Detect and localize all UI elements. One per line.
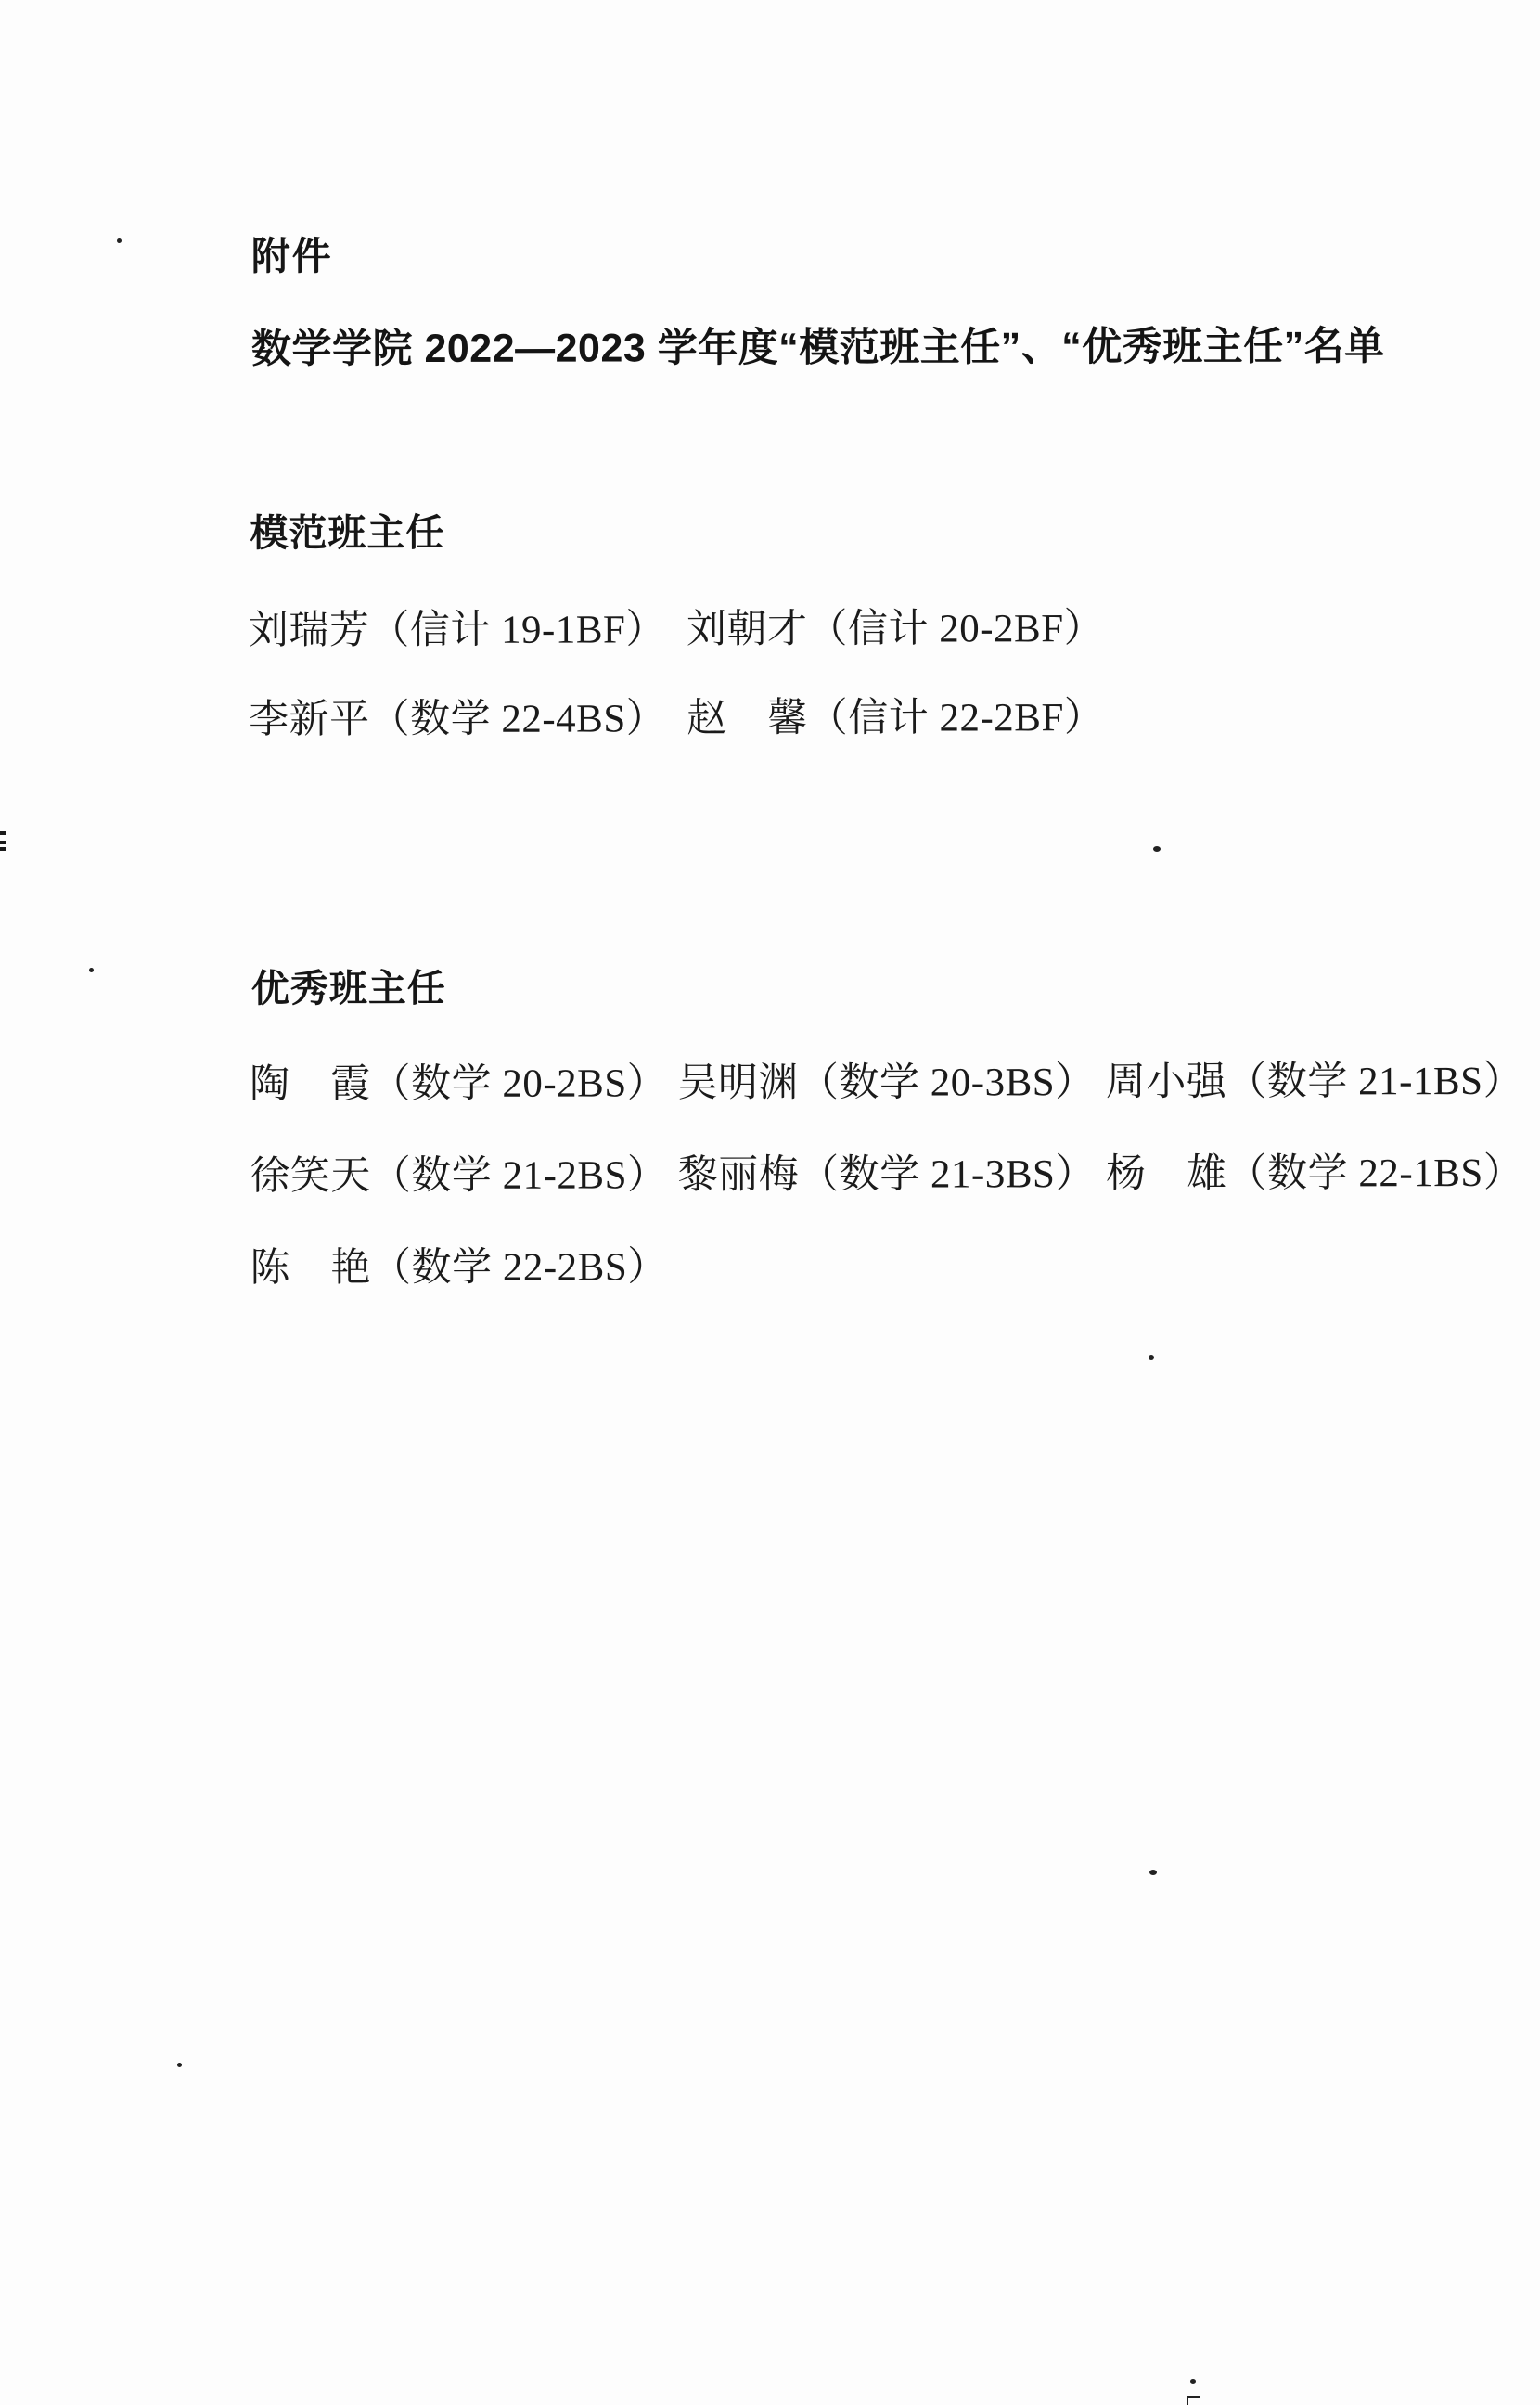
scan-speck (89, 968, 94, 972)
scan-edge-mark (0, 847, 6, 851)
scan-speck (117, 238, 122, 243)
scan-edge-mark (0, 831, 6, 835)
awardee-line: 陈 艳（数学 22-2BS） (250, 1245, 668, 1291)
scan-speck (1190, 2379, 1196, 2384)
scan-speck (1149, 1870, 1157, 1875)
scan-speck (1153, 846, 1161, 852)
document-title: 数学学院 2022—2023 学年度“模范班主任”、“优秀班主任”名单 (250, 324, 1385, 372)
awardee-line: 陶 霞（数学 20-2BS） 吴明渊（数学 20-3BS） 周小强（数学 21-1BS） (249, 1059, 1524, 1107)
attachment-label: 附件 (250, 234, 333, 278)
scan-speck (177, 2063, 182, 2067)
scan-corner-mark (1187, 2396, 1200, 2405)
section-heading-model-teachers: 模范班主任 (250, 510, 445, 555)
awardee-line: 刘瑞芳（信计 19-1BF） 刘朝才（信计 20-2BF） (248, 607, 1105, 653)
scan-edge-mark (0, 841, 6, 844)
section-heading-excellent-teachers: 优秀班主任 (250, 966, 446, 1010)
scan-speck (1149, 1355, 1154, 1360)
awardee-line: 徐笑天（数学 21-2BS） 黎丽梅（数学 21-3BS） 杨 雄（数学 22-1BS） (250, 1151, 1524, 1199)
awardee-line: 李新平（数学 22-4BS） 赵 馨（信计 22-2BF） (248, 696, 1105, 742)
